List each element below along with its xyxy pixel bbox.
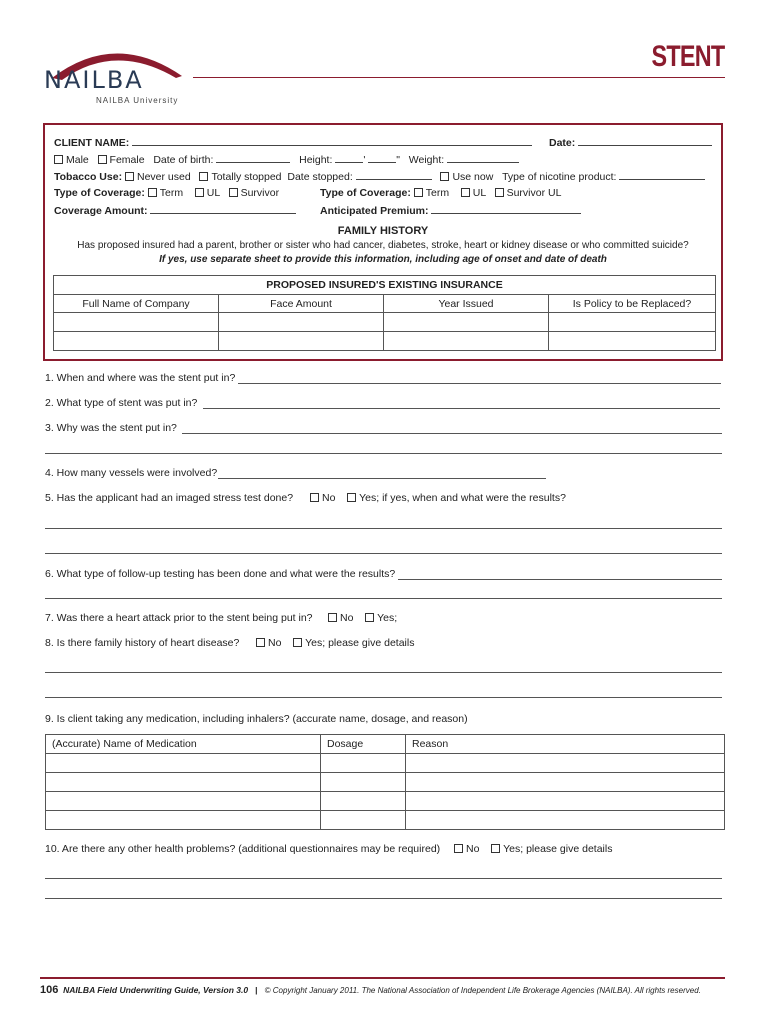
table-row	[54, 332, 716, 351]
client-name-row	[54, 136, 532, 149]
coverage-amount-row	[54, 204, 296, 217]
answer-line-2[interactable]	[203, 408, 720, 409]
question-7-text: 7. Was there a heart attack prior to the stent being put in?	[45, 612, 313, 624]
q5-yes-label: Yes; if yes, when and what were the results?	[359, 492, 566, 504]
table-cell[interactable]	[46, 754, 321, 773]
col-medication-name: (Accurate) Name of Medication	[46, 735, 321, 754]
nicotine-label: Type of nicotine product:	[502, 171, 617, 183]
answer-line-3[interactable]	[182, 433, 722, 434]
existing-insurance-table	[53, 275, 716, 351]
term-label: Term	[159, 187, 184, 199]
ul-label-2: UL	[472, 187, 486, 199]
table-cell[interactable]	[406, 811, 725, 830]
q8-yes-checkbox[interactable]	[293, 638, 302, 647]
q8-no-checkbox[interactable]	[256, 638, 265, 647]
q10-yes-label: Yes; please give details	[503, 843, 613, 855]
date-field[interactable]	[578, 136, 712, 146]
table-cell[interactable]	[406, 754, 725, 773]
answer-line-5a[interactable]	[45, 528, 722, 529]
question-10-options	[454, 843, 612, 855]
table-row	[54, 313, 716, 332]
table-cell[interactable]	[384, 313, 549, 332]
question-7-options	[328, 612, 397, 624]
use-now-label: Use now	[452, 171, 494, 183]
table-row	[46, 811, 725, 830]
answer-line-3b[interactable]	[45, 453, 722, 454]
table-row	[46, 754, 725, 773]
survivor-checkbox[interactable]	[229, 188, 238, 197]
term-label-2: Term	[425, 187, 450, 199]
height-ft-field[interactable]	[335, 153, 363, 163]
question-5	[45, 492, 293, 504]
height-in-field[interactable]	[368, 153, 396, 163]
ul-checkbox-2[interactable]	[461, 188, 470, 197]
answer-line-10a[interactable]	[45, 878, 722, 879]
coverage-type-label: Type of Coverage:	[54, 187, 145, 199]
premium-row	[320, 204, 581, 217]
q7-no-checkbox[interactable]	[328, 613, 337, 622]
col-reason: Reason	[406, 735, 725, 754]
question-8-options	[256, 637, 414, 649]
male-checkbox[interactable]	[54, 155, 63, 164]
table-cell[interactable]	[384, 332, 549, 351]
male-label: Male	[66, 154, 89, 166]
q7-yes-checkbox[interactable]	[365, 613, 374, 622]
client-name-label: CLIENT NAME:	[54, 137, 130, 149]
col-company: Full Name of Company	[54, 295, 219, 313]
answer-line-6[interactable]	[398, 579, 722, 580]
question-4-text: 4. How many vessels were involved?	[45, 467, 218, 479]
survivor-ul-checkbox[interactable]	[495, 188, 504, 197]
answer-line-8b[interactable]	[45, 697, 722, 698]
totally-stopped-checkbox[interactable]	[199, 172, 208, 181]
q5-yes-checkbox[interactable]	[347, 493, 356, 502]
table-cell[interactable]	[46, 811, 321, 830]
question-1	[45, 372, 235, 384]
table-cell[interactable]	[321, 792, 406, 811]
q10-yes-checkbox[interactable]	[491, 844, 500, 853]
col-year-issued: Year Issued	[384, 295, 549, 313]
term-checkbox-2[interactable]	[414, 188, 423, 197]
date-label: Date:	[549, 137, 576, 149]
table-row	[46, 792, 725, 811]
q7-yes-label: Yes;	[377, 612, 398, 624]
q5-no-label: No	[322, 492, 336, 504]
table-row	[46, 773, 725, 792]
tobacco-label: Tobacco Use:	[54, 171, 123, 183]
q8-no-label: No	[268, 637, 282, 649]
table-cell[interactable]	[321, 811, 406, 830]
never-used-checkbox[interactable]	[125, 172, 134, 181]
term-checkbox[interactable]	[148, 188, 157, 197]
dob-field[interactable]	[216, 153, 290, 163]
premium-field[interactable]	[431, 204, 581, 214]
q5-no-checkbox[interactable]	[310, 493, 319, 502]
col-face-amount: Face Amount	[219, 295, 384, 313]
question-9	[45, 713, 468, 725]
answer-line-8a[interactable]	[45, 672, 722, 673]
answer-line-6b[interactable]	[45, 598, 722, 599]
question-6	[45, 568, 395, 580]
medication-table	[45, 734, 725, 830]
question-8-text: 8. Is there family history of heart disease?	[45, 637, 240, 649]
footer	[40, 984, 701, 996]
height-in-mark: "	[396, 154, 400, 166]
question-5-options	[310, 492, 566, 504]
q7-no-label: No	[340, 612, 354, 624]
table-cell[interactable]	[46, 792, 321, 811]
table-cell[interactable]	[219, 313, 384, 332]
coverage-type-row-2	[320, 187, 561, 199]
logo-subtitle: NAILBA University	[96, 96, 179, 105]
table-cell[interactable]	[46, 773, 321, 792]
col-replaced: Is Policy to be Replaced?	[549, 295, 716, 313]
table-cell[interactable]	[549, 332, 716, 351]
question-8	[45, 637, 239, 649]
date-row	[549, 136, 712, 149]
header-divider	[193, 77, 725, 78]
coverage-type-row	[54, 187, 279, 199]
page-number: 106	[40, 984, 59, 996]
weight-label: Weight:	[408, 154, 445, 166]
family-history-title: FAMILY HISTORY	[337, 225, 429, 237]
question-5-text: 5. Has the applicant had an imaged stress test done?	[45, 492, 294, 504]
height-label: Height:	[299, 154, 333, 166]
table-cell[interactable]	[54, 332, 219, 351]
question-1-text: 1. When and where was the stent put in?	[45, 372, 236, 384]
survivor-label: Survivor	[240, 187, 280, 199]
q10-no-checkbox[interactable]	[454, 844, 463, 853]
page-title: STENT	[651, 40, 724, 73]
question-6-text: 6. What type of follow-up testing has been done and what were the results?	[45, 568, 396, 580]
table-cell[interactable]	[54, 313, 219, 332]
coverage-amount-label: Coverage Amount:	[54, 205, 148, 217]
table-cell[interactable]	[321, 773, 406, 792]
question-10	[45, 843, 440, 855]
family-history-question: Has proposed insured had a parent, brother or sister who had cancer, diabetes, stroke, heart or kidney disease or who committed suicide?	[77, 240, 689, 251]
answer-line-5b[interactable]	[45, 553, 722, 554]
table-cell[interactable]	[406, 792, 725, 811]
question-7	[45, 612, 313, 624]
coverage-amount-field[interactable]	[150, 204, 296, 214]
question-3	[45, 422, 177, 434]
q8-yes-label: Yes; please give details	[305, 637, 415, 649]
never-used-label: Never used	[137, 171, 191, 183]
logo	[40, 38, 190, 108]
footer-separator: |	[255, 985, 258, 995]
q10-no-label: No	[466, 843, 480, 855]
col-dosage: Dosage	[321, 735, 406, 754]
family-history-instruction: If yes, use separate sheet to provide this information, including age of onset and date of death	[159, 254, 607, 265]
footer-guide: NAILBA Field Underwriting Guide, Version 3.0	[63, 985, 249, 995]
client-name-field[interactable]	[132, 136, 532, 146]
premium-label: Anticipated Premium:	[320, 205, 429, 217]
female-label: Female	[109, 154, 145, 166]
logo-wordmark: NAILBA	[44, 66, 144, 94]
answer-line-4[interactable]	[218, 478, 546, 479]
footer-copyright: © Copyright January 2011. The National Association of Independent Life Brokerage Agencies (NAILBA). All rights reserved.	[264, 986, 701, 995]
answer-line-1[interactable]	[238, 383, 721, 384]
nicotine-field[interactable]	[619, 170, 705, 180]
demographics-row	[54, 153, 519, 166]
tobacco-row	[54, 170, 705, 183]
weight-field[interactable]	[447, 153, 519, 163]
coverage-type-label-2: Type of Coverage:	[320, 187, 411, 199]
table-cell[interactable]	[321, 754, 406, 773]
table-cell[interactable]	[549, 313, 716, 332]
table-cell[interactable]	[219, 332, 384, 351]
dob-label: Date of birth:	[153, 154, 214, 166]
footer-divider	[40, 977, 725, 979]
ul-label: UL	[206, 187, 220, 199]
question-3-text: 3. Why was the stent put in?	[45, 422, 177, 434]
question-4	[45, 467, 217, 479]
question-2	[45, 397, 197, 409]
answer-line-10b[interactable]	[45, 898, 722, 899]
date-stopped-label: Date stopped:	[287, 171, 353, 183]
female-checkbox[interactable]	[98, 155, 107, 164]
survivor-ul-label: Survivor UL	[506, 187, 562, 199]
insurance-table-title: PROPOSED INSURED'S EXISTING INSURANCE	[54, 276, 716, 295]
date-stopped-field[interactable]	[356, 170, 432, 180]
question-10-text: 10. Are there any other health problems? (additional questionnaires may be required)	[45, 843, 441, 855]
question-9-text: 9. Is client taking any medication, including inhalers? (accurate name, dosage, and reason)	[45, 713, 468, 725]
height-ft-mark: '	[363, 154, 366, 166]
table-cell[interactable]	[406, 773, 725, 792]
ul-checkbox[interactable]	[195, 188, 204, 197]
question-2-text: 2. What type of stent was put in?	[45, 397, 198, 409]
totally-stopped-label: Totally stopped	[211, 171, 282, 183]
use-now-checkbox[interactable]	[440, 172, 449, 181]
